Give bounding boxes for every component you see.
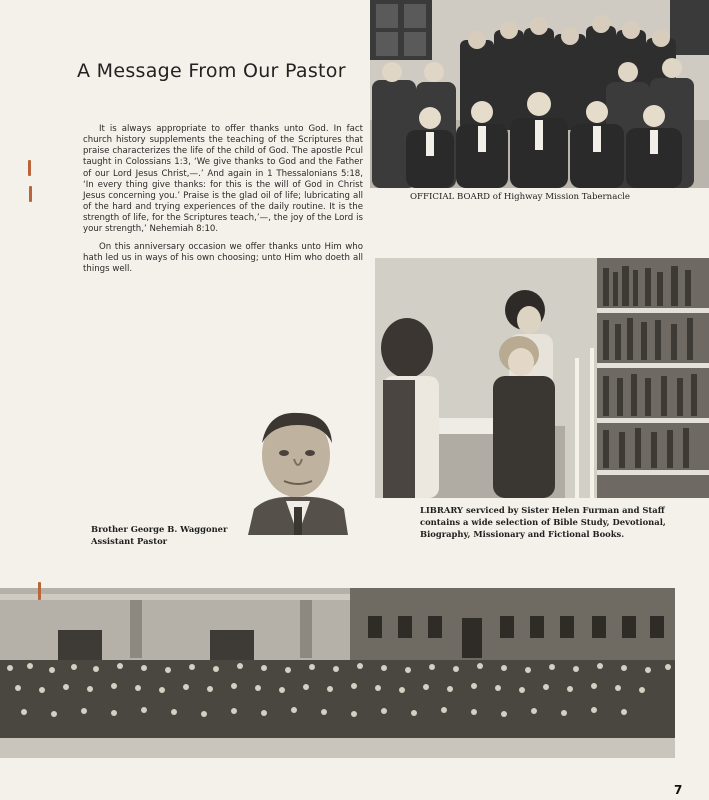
pastor-message bbox=[83, 124, 363, 275]
pastor-caption bbox=[91, 523, 241, 547]
library-caption: LIBRARY serviced by Sister Helen Furman and Staff contains a wide selection of Bible Study, Devotional, Biography, Missionary and Fictional Books. bbox=[420, 505, 666, 540]
pastor-name: Brother George B. Waggoner bbox=[91, 524, 228, 534]
staple-mark bbox=[38, 582, 41, 600]
pastor-portrait bbox=[248, 409, 348, 535]
staple-mark bbox=[29, 186, 32, 202]
page-number: 7 bbox=[674, 783, 683, 797]
pastor-title: Assistant Pastor bbox=[91, 536, 168, 547]
library-photo bbox=[375, 258, 709, 498]
message-paragraph: It is always appropriate to offer thanks unto God. In fact church history supplements the teaching of the Scriptures that praise characterizes the life of the child of God. The apostle Pcul taught in Colossians 1:3, ‘We give thanks to God and the Father of our Lord Jesus Christ,—.’ And again in 1 Thessalonians 5:18, ‘In every thing give thanks: for this is the will of God in Christ Jesus concerning you.’ Praise is the glad oil of life; lubricating all of the hard and trying experiences of the daily routine. It is the strength of life, for the Scriptures teach,’—, the joy of the Lord is your strength,’ Nehemiah 8:10. bbox=[83, 124, 363, 235]
staple-mark bbox=[28, 160, 31, 176]
official-board-photo bbox=[370, 0, 709, 188]
board-caption: OFFICIAL BOARD of Highway Mission Tabernacle bbox=[410, 192, 630, 202]
congregation-photo bbox=[0, 588, 675, 758]
message-paragraph: On this anniversary occasion we offer thanks unto Him who hath led us in ways of his own choosing; unto Him who doeth all things well. bbox=[83, 241, 363, 274]
page-title: A Message From Our Pastor bbox=[77, 60, 346, 82]
